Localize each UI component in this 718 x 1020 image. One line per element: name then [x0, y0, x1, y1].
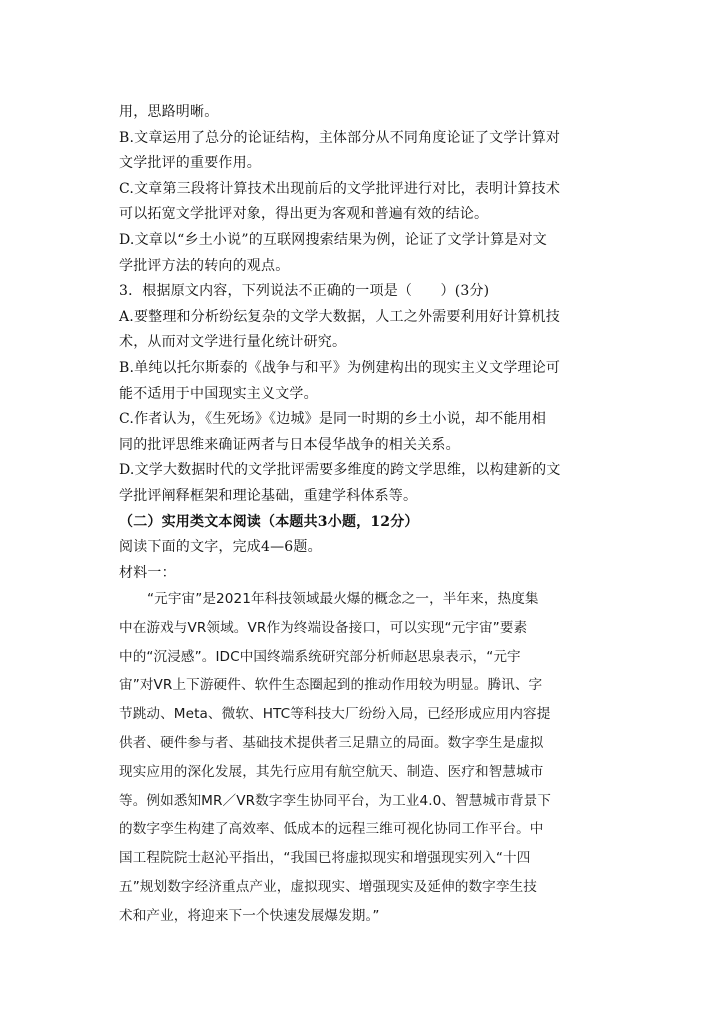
option-b-line: B.文章运用了总分的论证结构，主体部分从不同角度论证了文学计算对	[119, 129, 561, 146]
option-b-line: B.单纯以托尔斯泰的《战争与和平》为例建构出的现实主义文学理论可	[119, 359, 561, 376]
paragraph-line: 的数字孪生构建了高效率、低成本的远程三维可视化协同工作平台。中	[119, 821, 544, 838]
material-one-paragraph	[119, 585, 619, 931]
option-d-line: D.文学大数据时代的文学批评需要多维度的跨文学思维，以构建新的文	[119, 462, 561, 479]
paragraph-line: 国工程院院士赵沁平指出，“我国已将虚拟现实和增强现实列入“十四	[119, 850, 531, 867]
paragraph-line: 术和产业，将迎来下一个快速发展爆发期。”	[119, 907, 380, 924]
paragraph-line: 五”规划数字经济重点产业，虚拟现实、增强现实及延伸的数字孪生技	[119, 878, 537, 895]
paragraph-line: “元宇宙”是2021年科技领域最火爆的概念之一，半年来，热度集	[147, 591, 539, 607]
paragraph-line: 等。例如悉知MR／VR数字孪生协同平台，为工业4.0、智慧城市背景下	[119, 792, 551, 809]
text-line: 用，思路明晰。	[119, 104, 219, 120]
text-line: 术，从而对文学进行量化统计研究。	[119, 334, 347, 351]
text-line: 可以拓宽文学批评对象，得出更为客观和普遍有效的结论。	[119, 206, 489, 223]
question-3-stem: 3．根据原文内容，下列说法不正确的一项是（ ）(3分)	[119, 283, 490, 300]
section-heading: （二）实用类文本阅读（本题共3小题，12分）	[119, 513, 419, 530]
text-line: 学批评方法的转向的观点。	[119, 257, 290, 274]
option-c-line: C.文章第三段将计算技术出现前后的文学批评进行对比，表明计算技术	[119, 180, 561, 197]
section-instruction: 阅读下面的文字，完成4—6题。	[119, 539, 322, 556]
text-line: 学批评阐释框架和理论基础，重建学科体系等。	[119, 487, 418, 504]
material-label: 材料一：	[119, 564, 176, 581]
question-section	[119, 100, 619, 586]
paragraph-line: 供者、硬件参与者、基础技术提供者三足鼎立的局面。数字孪生是虚拟	[119, 734, 544, 751]
paragraph-line: 节跳动、Meta、微软、HTC等科技大厂纷纷入局，已经形成应用内容提	[119, 706, 551, 723]
paragraph-line: 中在游戏与VR领域。VR作为终端设备接口，可以实现“元宇宙”要素	[119, 619, 528, 636]
text-line: 能不适用于中国现实主义文学。	[119, 385, 318, 402]
option-d-line: D.文章以“乡土小说”的互联网搜索结果为例，论证了文学计算是对文	[119, 231, 547, 248]
paragraph-line: 宙”对VR上下游硬件、软件生态圈起到的推动作用较为明显。腾讯、字	[119, 677, 543, 694]
paragraph-line: 中的“沉浸感”。IDC中国终端系统研究部分析师赵思泉表示，“元宇	[119, 648, 521, 665]
text-line: 同的批评思维来确证两者与日本侵华战争的相关关系。	[119, 436, 460, 453]
option-a-line: A.要整理和分析纷纭复杂的文学大数据，人工之外需要利用好计算机技	[119, 308, 560, 325]
text-line: 文学批评的重要作用。	[119, 155, 261, 172]
option-c-line: C.作者认为，《生死场》《边城》是同一时期的乡土小说，却不能用相	[119, 411, 547, 428]
paragraph-line: 现实应用的深化发展，其先行应用有航空航天、制造、医疗和智慧城市	[119, 763, 544, 780]
